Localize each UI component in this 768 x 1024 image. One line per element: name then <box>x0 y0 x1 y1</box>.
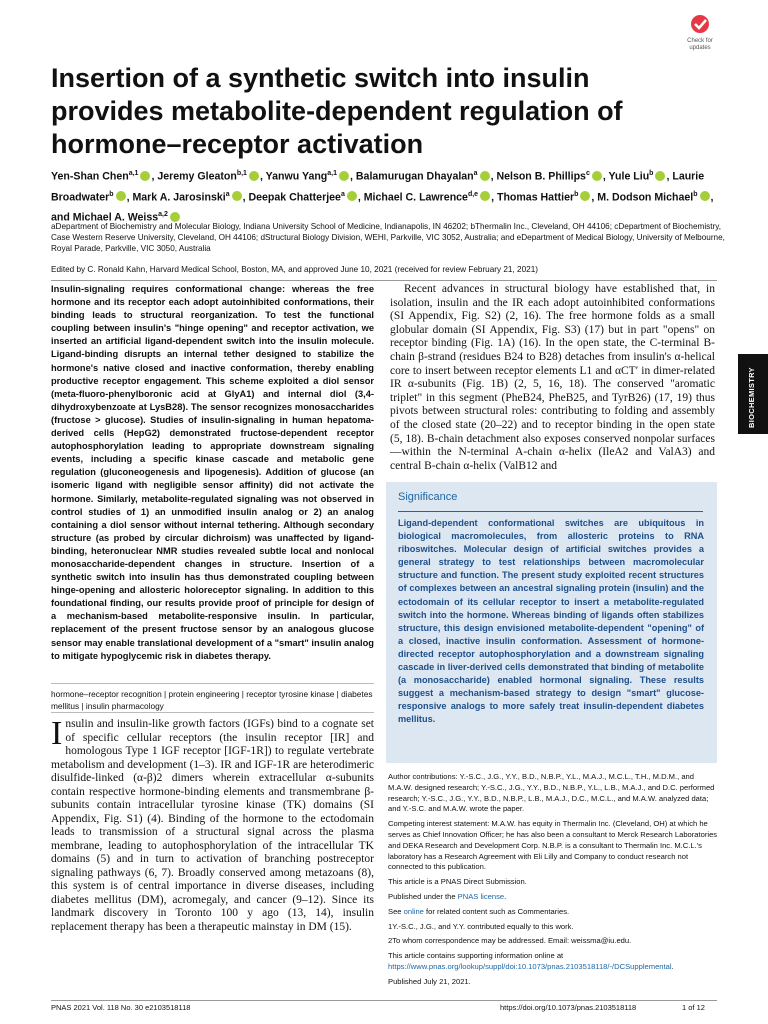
correspondence-note: 2To whom correspondence may be addressed. Email: weissma@iu.edu. <box>388 936 632 946</box>
keywords-divider-top <box>51 683 374 684</box>
orcid-icon[interactable] <box>592 171 602 181</box>
footer-citation: PNAS 2021 Vol. 118 No. 30 e2103518118 <box>51 1003 191 1012</box>
orcid-icon[interactable] <box>480 191 490 201</box>
author-name[interactable]: Michael A. Weiss <box>72 211 159 224</box>
license-link[interactable]: PNAS license <box>457 891 505 901</box>
badge-line2: updates <box>689 45 711 51</box>
orcid-icon[interactable] <box>580 191 590 201</box>
orcid-icon[interactable] <box>116 191 126 201</box>
author-affiliation-marker: a,1 <box>128 170 139 177</box>
orcid-icon[interactable] <box>700 191 710 201</box>
crossmark-icon <box>676 13 724 51</box>
online-link[interactable]: online <box>403 906 424 916</box>
see-online-note: See online for related content such as Commentaries. <box>388 906 570 916</box>
equal-contribution-note: 1Y.-S.C., J.G., and Y.Y. contributed equally to this work. <box>388 921 574 931</box>
orcid-icon[interactable] <box>339 171 349 181</box>
author-affiliation-marker: a,2 <box>158 211 168 219</box>
edited-by: Edited by C. Ronald Kahn, Harvard Medical School, Boston, MA, and approved June 10, 2021 (received for review February 21, 2021) <box>51 265 538 274</box>
author-affiliation-marker: b <box>109 190 114 198</box>
abstract: Insulin-signaling requires conformational change: whereas the free hormone and its receptor each adopt autoinhibited conformations, their binding leads to structural reorganization. To test the functional coupling between insulin's "hinge opening" and receptor activation, we inserted an artificial ligand-dependent switch into the insulin molecule. Ligand-binding disrupts an internal tether designed to stabilize the hormone's native closed and inactive conformation, thereby enabling productive receptor engagement. This scheme exploited a diol sensor (meta-fluoro-phenylboronic acid at GlyA1) and internal diol (3,4-dihydroxybenzoate at LysB28). The sensor recognizes monosaccharides (fructose > glucose). Studies of insulin-signaling in human hepatoma-derived cells (HepG2) demonstrated fructose-dependent receptor autophosphorylation leading to appropriate downstream signaling events, including a specific kinase cascade and metabolic gene regulation (gluconeogenesis and lipogenesis). Addition of glucose (an isomeric ligand with negligible sensor affinity) did not activate the hormone. Similarly, metabolite-regulated signaling was not observed in control studies of 1) an unmodified insulin analog or 2) an analog containing a diol sensor without internal tethering. Although secondary structure (as probed by circular dichroism) was unaffected by ligand-binding, heteronuclear NMR studies revealed subtle local and nonlocal monosaccharide-dependent changes in structure. Insertion of a synthetic switch into insulin has thus demonstrated coupling between hinge-opening and allosteric holoreceptor signaling. In addition to this foundational finding, our results provide proof of principle for design of a mechanism-based metabolite-responsive insulin. In particular, replacement of the present fructose sensor by an analogous glucose sensor may enable translational development of a "smart" insulin analog to mitigate hypoglycemic risk in diabetes therapy. <box>51 284 374 661</box>
author-list: Yen-Shan Chen$^{a,1}$ , Jeremy Gleaton$^{b,1}$ , Yanwu Yang$^{a,1}$ , Balamurugan Dhayalan$^a$ , Nelson B. Phillips$^c$ , Yule Liu$^b$ , Laurie Broadwater$^b$ , Mark A. Jarosinski$^a$ , Deepak Chatterjee$^a$ , Michael C. Lawrence$^{d,e}$ , Thomas Hattier$^b$ , M. Dodson Michael$^b$ , and Michael A. Weiss$^{a,2}$ <box>51 170 714 224</box>
footer-doi-link[interactable]: https://doi.org/10.1073/pnas.2103518118 <box>500 1003 637 1012</box>
author-affiliation-marker: b,1 <box>236 170 247 177</box>
intro-text: nsulin and insulin-like growth factors (IGFs) bind to a cognate set of specific cellular receptors (the insulin receptor [IR] and homologous Type 1 IGF receptor [IGF-1R]) to regulate vertebrate metabolism and development (1–3). IR and IGF-1R are heterodimeric disulfide-linked (α-β)2 dimers wherein extracellular α-subunits contain respective hormone-binding elements and transmembrane β-subunits contain intracellular tyrosine kinase (TK) domains (SI Appendix, Fig. S1) (4). Binding of the hormone to the ectodomain leads to transmission of a structural signal across the plasma membrane, leading to autophosphorylation of the intracellular TK domains (5) and in turn to activation of branching postreceptor signaling pathways (6, 7). Broadly conserved among metazoans (8), this system is of central importance in diverse diseases, including diabetes mellitus (DM), acromegaly, and cancer (9–12). Since its landmark discovery in Toronto 100 y ago (13, 14), insulin replacement therapy has been a therapeutic mainstay in DM (15). <box>51 718 374 933</box>
article-title: Insertion of a synthetic switch into insulin provides metabolite-dependent regulation of hormone–receptor activation <box>51 63 623 159</box>
orcid-icon[interactable] <box>140 171 150 181</box>
significance-heading: Significance <box>398 491 458 503</box>
author-name[interactable]: Nelson B. Phillips <box>496 170 586 183</box>
competing-interests: Competing interest statement: M.A.W. has equity in Thermalin Inc. (Cleveland, OH) at which he serves as Chief Innovation Officer; he has also been a consultant to Merck Research Laboratories and DEKA Research and Development Corp. N.B.P. is a consultant to Thermalin Inc. M.C.L.'s laboratory has a Research Agreement with Eli Lilly and Company to conduct research not connected to this publication. <box>388 819 718 872</box>
significance-text: Ligand-dependent conformational switches are ubiquitous in biological macromolecules, from allosteric proteins to RNA riboswitches. Molecular design of artificial switches provides a general strategy to test relationships between macromolecular structure and function. The present study exploited recent structures of complexes between an ancestral signaling protein (insulin) and the ectodomain of its cellular receptor to insert a metabolite-regulated switch into the hormone. Whereas binding of ligands often stabilizes structure, this design envisioned metabolite-dependent "opening" of a closed, inactive insulin conformation. Assessment of hormone-directed receptor autophosphorylation and a downstream signaling cascade in liver-derived cells demonstrated that binding of metabolite (a monosaccharide) enabled hormonal signaling. These results suggest a mechanism-based strategy to design "smart" glucose-responsive analogs to more safely treat insulin-dependent diabetes mellitus. <box>398 518 704 725</box>
orcid-icon[interactable] <box>480 171 490 181</box>
orcid-icon[interactable] <box>655 171 665 181</box>
author-affiliation-marker: b <box>649 170 654 177</box>
author-name[interactable]: Balamurugan Dhayalan <box>355 170 474 183</box>
supporting-info-link[interactable]: https://www.pnas.org/lookup/suppl/doi:10.1073/pnas.2103518118/-/DCSupplemental <box>388 961 672 971</box>
author-affiliation-marker: d,e <box>467 190 479 198</box>
keywords-divider-bottom <box>51 712 374 713</box>
significance-divider <box>398 511 703 512</box>
affiliations: aDepartment of Biochemistry and Molecular Biology, Indiana University School of Medicine, Indianapolis, IN 46202; bThermalin Inc., Cleveland, OH 44106; cDepartment of Biochemistry, Case Western Reserve University, Cleveland, OH 44106; dStructural Biology Division, WEHI, Parkville, VIC 3052, Australia; and eDepartment of Medical Biology, University of Melbourne, Royal Parade, Parkville, VIC 3050, Australia <box>51 222 725 253</box>
author-affiliation-marker: a <box>340 190 345 198</box>
author-affiliation-marker: b <box>574 190 579 198</box>
right-column-paragraph: Recent advances in structural biology have established that, in isolation, insulin and the IR each adopt autoinhibited conformations (SI Appendix, Fig. S2) (2, 16). The free hormone folds as a small globular domain (SI Appendix, Fig. S3) (17) but in part "opens" on receptor binding (Fig. 1A) (16). In the open state, the C-terminal B-chain β-strand (residues B24 to B28) detaches from insulin's α-helical core to insert between receptor elements L1 and αCT′ in dimer-related IR α-subunits (Fig. 1B) (2, 5, 16, 18). The conserved "aromatic triplet" in this segment (PheB24, PheB25, and TyrB26) (17, 19) thus pivots between structural roles: contributing to folding and assembly of the closed state (20–22) and to receptor binding in the open state (5, 18). B-chain detachment also exposes conserved nonpolar surfaces—within the N-terminal A-chain α-helix (IleA2 and ValA3) and central B-chain α-helix (ValB12 and <box>390 283 715 472</box>
direct-submission: This article is a PNAS Direct Submission. <box>388 877 527 887</box>
author-contributions: Author contributions: Y.-S.C., J.G., Y.Y., B.D., N.B.P., Y.L., M.A.J., M.C.L., T.H., M.D.M., and M.A.W. designed research; Y.-S.C., J.G., Y.Y., B.D., N.B.P., Y.L., L.B., M.A.J., and D.C. performed research; Y.-S.C., J.G., Y.Y., B.D., N.B.P., L.B., M.A.J., D.C., M.C.L., and M.A.W. analyzed data; and Y.-S.C. and M.A.W. wrote the paper. <box>388 772 715 814</box>
author-affiliation-marker: a <box>225 190 230 198</box>
author-name[interactable]: M. Dodson Michael <box>597 191 694 204</box>
author-affiliation-marker: a,1 <box>327 170 338 177</box>
author-affiliation-marker: a <box>473 170 478 177</box>
author-affiliation-marker: c <box>585 170 590 177</box>
badge-line1: Check for <box>687 38 713 44</box>
drop-cap: I <box>51 715 63 752</box>
author-name[interactable]: Jeremy Gleaton <box>157 170 237 183</box>
orcid-icon[interactable] <box>347 191 357 201</box>
published-date: Published July 21, 2021. <box>388 976 471 986</box>
author-name[interactable]: Yule Liu <box>608 170 650 183</box>
footer-page-number: 1 of 12 <box>682 1003 705 1012</box>
author-name[interactable]: Deepak Chatterjee <box>248 191 341 204</box>
footer-divider <box>51 1000 717 1001</box>
header-divider <box>51 280 717 281</box>
keywords: hormone–receptor recognition | protein engineering | receptor tyrosine kinase | diabetes mellitus | insulin pharmacology <box>51 689 373 711</box>
license-note: Published under the PNAS license. <box>388 891 507 901</box>
author-name[interactable]: Yen-Shan Chen <box>51 170 129 183</box>
article-notes <box>388 772 718 992</box>
author-affiliation-marker: b <box>693 190 698 198</box>
author-name[interactable]: Mark A. Jarosinski <box>132 191 226 204</box>
author-name[interactable]: Thomas Hattier <box>496 191 575 204</box>
orcid-icon[interactable] <box>249 171 259 181</box>
author-name[interactable]: Laurie Broadwater <box>51 170 705 204</box>
author-name[interactable]: Yanwu Yang <box>265 170 328 183</box>
orcid-icon[interactable] <box>232 191 242 201</box>
author-name[interactable]: Michael C. Lawrence <box>363 191 468 204</box>
introduction-paragraph <box>51 715 374 934</box>
side-tab-label: BIOCHEMISTRY <box>747 367 756 428</box>
supporting-info-note: This article contains supporting information online at https://www.pnas.org/lookup/suppl/doi:10.1073/pnas.2103518118/-/DCSupplemental. <box>388 951 674 971</box>
section-side-tab <box>738 354 768 434</box>
check-for-updates-badge[interactable] <box>676 13 724 51</box>
